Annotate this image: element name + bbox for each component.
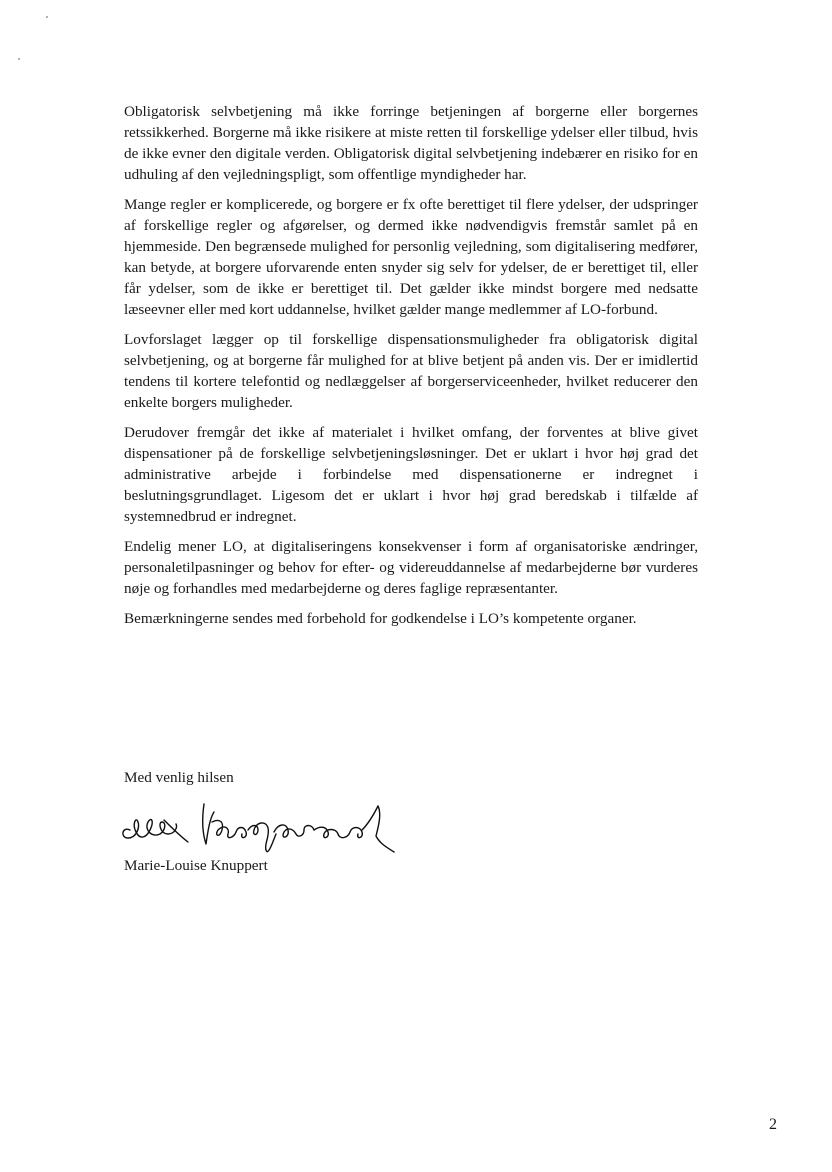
paragraph: Obligatorisk selvbetjening må ikke forringe betjeningen af borgerne eller borgernes retssikkerhed. Borgerne må ikke risikere at miste retten til forskellige ydelser eller tilbud, hvis de ikke evner den digitale verden. Obligatorisk digital selvbetjening indebærer en risiko for en udhuling af den vejledningspligt, som offentlige myndigheder har. [124,103,698,183]
page-number: 2 [769,1116,777,1133]
paragraph: Derudover fremgår det ikke af materialet i hvilket omfang, der forventes at blive givet dispensationer på de forskellige selvbetjeningsløsninger. Det er uklart i hvor høj grad det administrative arbejde i forbindelse med dispensationerne er indregnet i beslutningsgrundlaget. Ligesom det er uklart i hvor høj grad beredskab i tilfælde af systemnedbrud er indregnet. [124,424,698,525]
letter-body [124,101,698,638]
closing-salutation: Med venlig hilsen [124,769,234,786]
signer-name: Marie-Louise Knuppert [124,857,268,874]
paragraph: Mange regler er komplicerede, og borgere er fx ofte berettiget til flere ydelser, der udspringer af forskellige regler og afgørelser, og dermed ikke nødvendigvis fremstår samlet på en hjemmeside. Den begrænsede mulighed for personlig vejledning, som digitalisering medfører, kan betyde, at borgere uforvarende enten snyder sig selv for ydelser, de er berettiget til, eller får ydelser, som de ikke er berettiget til. Det gælder ikke mindst borgere med nedsatte læseevner eller med kort uddannelse, hvilket gælder mange medlemmer af LO-forbund. [124,196,698,318]
handwritten-signature [116,800,406,858]
paragraph: Lovforslaget lægger op til forskellige dispensationsmuligheder fra obligatorisk digital selvbetjening, og at borgerne får mulighed for at blive betjent på anden vis. Der er imidlertid tendens til kortere telefontid og nedlæggelser af borgerserviceenheder, hvilket reducerer den enkelte borgers muligheder. [124,331,698,411]
scan-speck [18,58,20,60]
paragraph: Endelig mener LO, at digitaliseringens konsekvenser i form af organisatoriske ændringer, personaletilpasninger og behov for efter- og videreuddannelse af medarbejderne bør vurderes nøje og forhandles med medarbejderne og deres faglige repræsentanter. [124,538,698,597]
scan-speck [46,16,48,18]
paragraph: Bemærkningerne sendes med forbehold for godkendelse i LO’s kompetente organer. [124,610,637,627]
